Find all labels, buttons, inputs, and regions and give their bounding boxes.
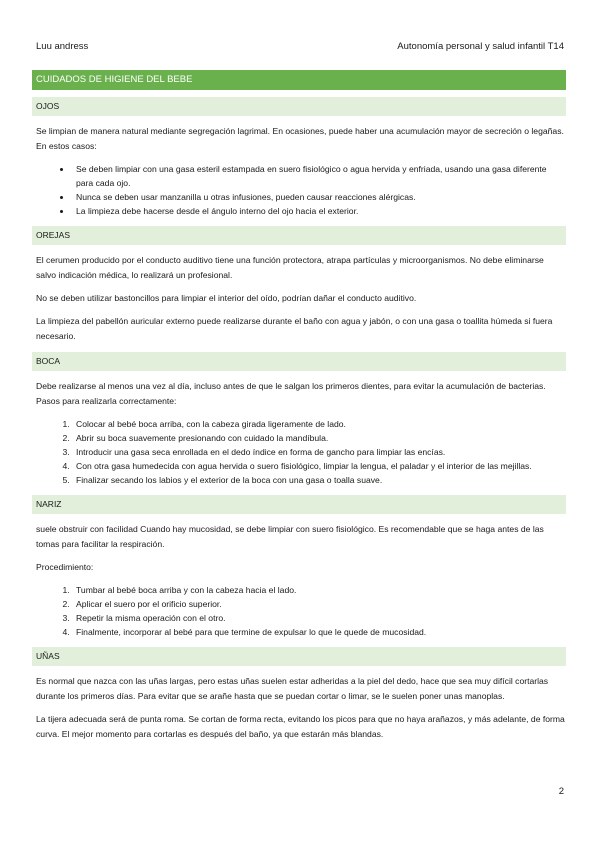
document-title: CUIDADOS DE HIGIENE DEL BEBE: [32, 70, 566, 90]
nariz-paragraph: suele obstruir con facilidad Cuando hay mucosidad, se debe limpiar con suero fisiológico. Es recomendable que se haga antes de las tomas para facilitar la respiración.: [36, 524, 544, 549]
section-heading-unas: UÑAS: [32, 647, 566, 666]
nariz-step: 2. Aplicar el suero por el orificio superior.: [72, 597, 566, 611]
section-heading-nariz: NARIZ: [32, 495, 566, 514]
section-heading-orejas: OREJAS: [32, 226, 566, 245]
orejas-paragraph: No se deben utilizar bastoncillos para limpiar el interior del oído, podrían dañar el conducto auditivo.: [36, 293, 417, 303]
section-heading-ojos: OJOS: [32, 97, 566, 116]
header-author: Luu andress: [36, 41, 89, 52]
ojos-bullet-item: • La limpieza debe hacerse desde el ángulo interno del ojo hacia el exterior.: [72, 204, 566, 218]
boca-step: 1. Colocar al bebé boca arriba, con la cabeza girada ligeramente de lado.: [72, 417, 566, 431]
nariz-steps-list: [32, 583, 566, 639]
orejas-paragraph: El cerumen producido por el conducto auditivo tiene una función protectora, atrapa partículas y microorganismos. No debe eliminarse salvo indicación médica, lo realizará un profesional.: [36, 255, 544, 280]
document-body: [32, 97, 566, 750]
boca-paragraph: Debe realizarse al menos una vez al día, incluso antes de que le salgan los primeros dientes, para evitar la acumulación de bacterias. Pasos para realizarla correctamente:: [36, 381, 546, 406]
section-heading-boca: BOCA: [32, 352, 566, 371]
boca-step: 4. Con otra gasa humedecida con agua hervida o suero fisiológico, limpiar la lengua, el paladar y el interior de las mejillas.: [72, 459, 566, 473]
page-number: 2: [558, 786, 564, 797]
nariz-procedure-label: Procedimiento:: [36, 562, 94, 572]
orejas-paragraph: La limpieza del pabellón auricular externo puede realizarse durante el baño con agua y jabón, o con una gasa o toallita húmeda si fuera necesario.: [36, 316, 553, 341]
unas-paragraph: La tijera adecuada será de punta roma. Se cortan de forma recta, evitando los picos para que no haya arañazos, y más adelante, de forma curva. El mejor momento para cortarlas es después del baño, ya que estarán más blandas.: [36, 714, 565, 739]
header-course-title: Autonomía personal y salud infantil T14: [397, 41, 564, 52]
unas-paragraph: Es normal que nazca con las uñas largas, pero estas uñas suelen estar adheridas a la piel del dedo, hace que sea muy difícil cortarlas durante los primeros días. Para evitar que se arañe hasta que se puedan cortar o limar, se le suelen poner unas manoplas.: [36, 676, 549, 701]
ojos-paragraph: Se limpian de manera natural mediante segregación lagrimal. En ocasiones, puede haber una acumulación mayor de secreción o legañas. En estos casos:: [36, 126, 564, 151]
boca-step: 3. Introducir una gasa seca enrollada en el dedo índice en forma de gancho para limpiar las encías.: [72, 445, 566, 459]
boca-step: 5. Finalizar secando los labios y el exterior de la boca con una gasa o toalla suave.: [72, 473, 566, 487]
ojos-bullet-list: [32, 162, 566, 218]
nariz-step: 4. Finalmente, incorporar al bebé para que termine de expulsar lo que le quede de mucosidad.: [72, 625, 566, 639]
nariz-step: 3. Repetir la misma operación con el otro.: [72, 611, 566, 625]
boca-steps-list: [32, 417, 566, 487]
nariz-step: 1. Tumbar al bebé boca arriba y con la cabeza hacia el lado.: [72, 583, 566, 597]
ojos-bullet-item: • Nunca se deben usar manzanilla u otras infusiones, pueden causar reacciones alérgicas.: [72, 190, 566, 204]
ojos-bullet-item: • Se deben limpiar con una gasa esteril estampada en suero fisiológico o agua hervida y enfriada, usando una gasa diferente para cada ojo.: [72, 162, 566, 190]
boca-step: 2. Abrir su boca suavemente presionando con cuidado la mandíbula.: [72, 431, 566, 445]
